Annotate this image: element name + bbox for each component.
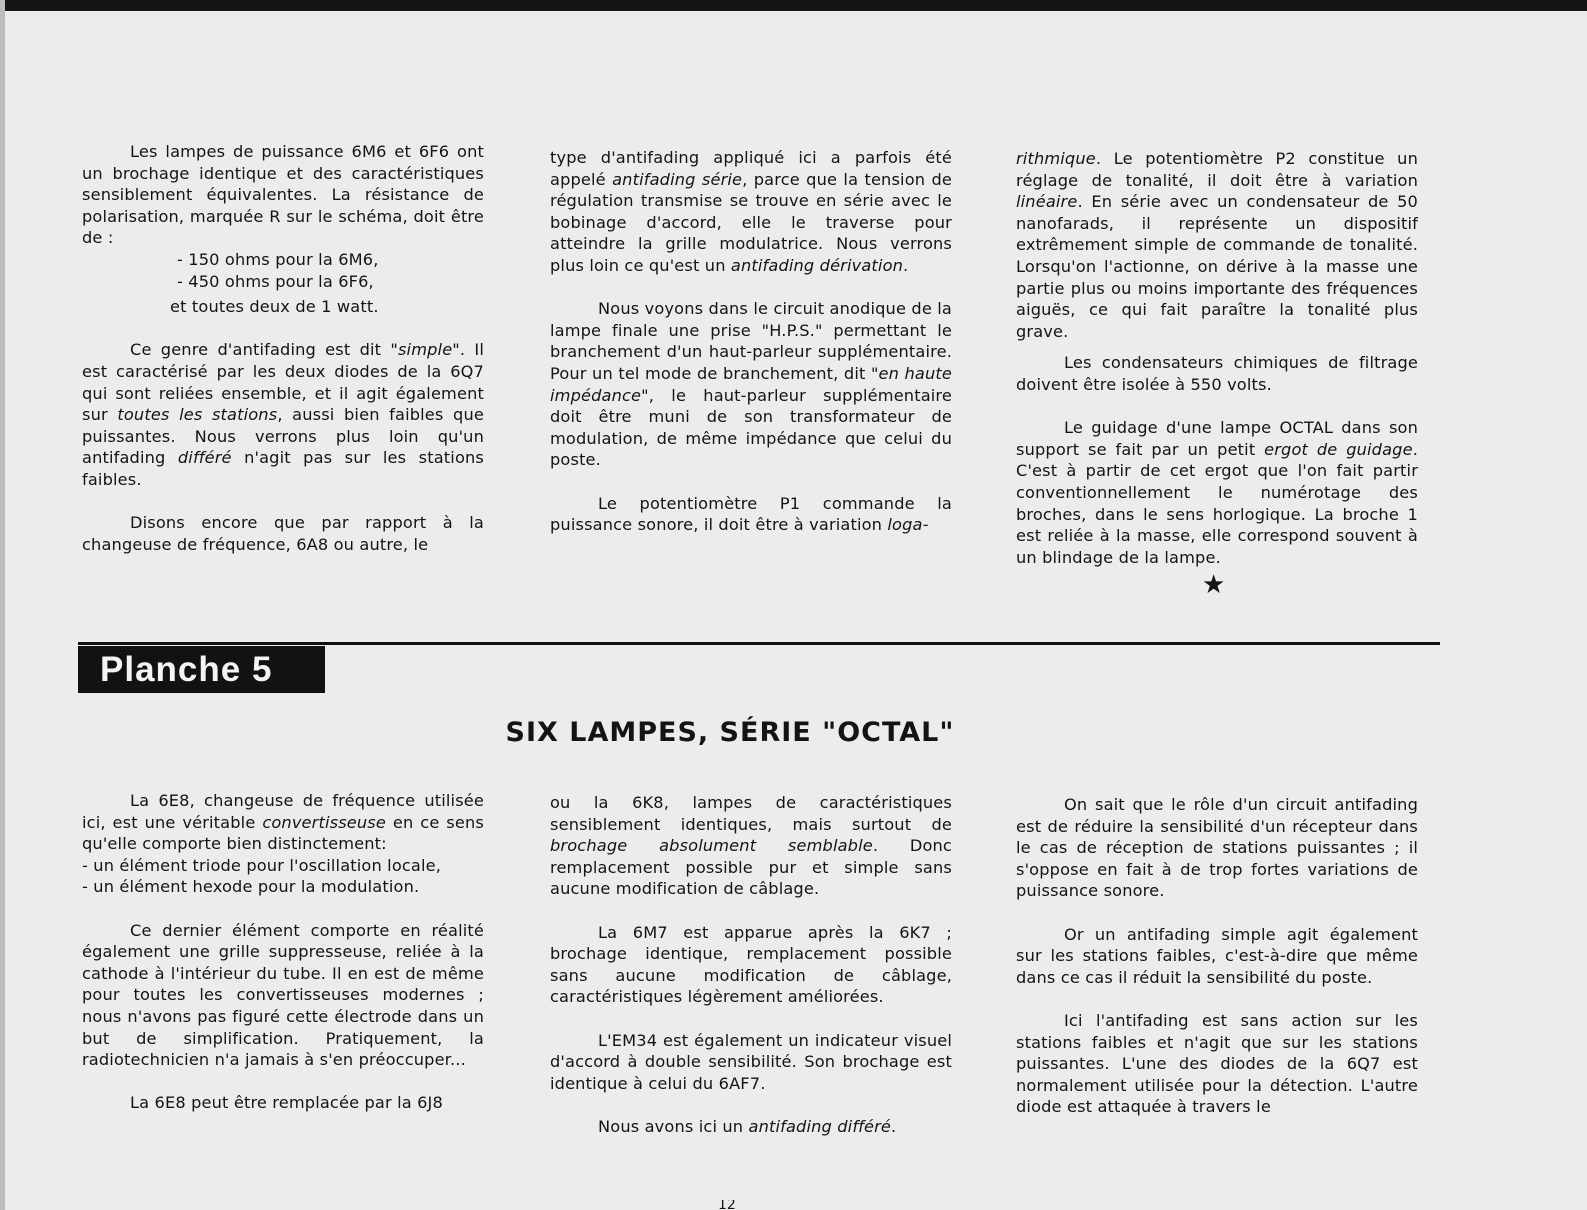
- text-run: Le guidage d'une lampe OCTAL dans son support se fait par un petit: [1016, 418, 1418, 459]
- emphasis: "en haute impédance": [550, 363, 952, 405]
- text-run: n'agit pas sur les stations faibles.: [82, 448, 484, 489]
- text-run: . Il est caractérisé par les deux diodes de la 6Q7 qui sont reliées ensemble, et il agit également sur: [82, 340, 484, 425]
- paragraph: [1016, 417, 1418, 568]
- paragraph: [1016, 148, 1418, 342]
- paragraph: Ici l'antifading est sans action sur les stations faibles et n'agit que sur les stations puissantes. L'une des diodes de la 6Q7 est normalement utilisée pour la détection. L'autre diode est attaquée à travers le: [1016, 1010, 1418, 1117]
- paragraph: La 6E8 peut être remplacée par la 6J8: [130, 1093, 443, 1113]
- text-run: Le potentiomètre P1 commande la puissance sonore, il doit être à variation: [550, 493, 952, 535]
- text-run: type d'antifading appliqué ici a parfois été appelé: [550, 148, 952, 189]
- paragraph: [82, 339, 484, 490]
- emphasis: antifading différé: [748, 1116, 892, 1136]
- list-item: - 150 ohms pour la 6M6,: [177, 249, 379, 269]
- section-rule: [78, 642, 1440, 645]
- emphasis: antifading dérivation: [730, 255, 904, 275]
- paragraph: La 6M7 est apparue après la 6K7 ; brochage identique, remplacement possible sans aucune modification de câblage, caractéristiques légèrement améliorées.: [550, 922, 952, 1007]
- top-left-column: [82, 141, 484, 555]
- text-run: . En série avec un condensateur de 50 nanofarads, il représente un dispositif extrêmement simple de commande de tonalité. Lorsqu'on l'actionne, on dérive à la masse une partie plus ou moins importante des fréquences aiguës, ce qui fait paraître la tonalité plus grave.: [1016, 192, 1418, 341]
- text-run: Ce genre d'antifading est dit: [130, 340, 391, 360]
- text-run: La 6E8, changeuse de fréquence utilisée ici, est une véritable: [82, 791, 484, 832]
- emphasis: ergot de guidage: [1264, 439, 1413, 459]
- planche-label: Planche 5: [78, 646, 325, 693]
- top-middle-column: [550, 147, 952, 536]
- paragraph: [550, 493, 952, 536]
- bottom-right-column: [1016, 794, 1418, 1118]
- text-run: .: [903, 255, 909, 275]
- paragraph: Les lampes de puissance 6M6 et 6F6 ont un brochage identique et des caractéristiques sensiblement équivalentes. La résistance de polarisation, marquée R sur le schéma, doit être de :: [82, 142, 484, 248]
- text-run: , le haut-parleur supplémentaire doit être muni de son transformateur de modulation, de même impédance que celui du poste.: [550, 385, 952, 470]
- bottom-middle-column: [550, 792, 952, 1138]
- scan-top-band: [0, 0, 1587, 11]
- emphasis: loga-: [887, 515, 929, 535]
- emphasis: toutes les stations: [117, 405, 278, 425]
- list-item: - un élément triode pour l'oscillation locale,: [82, 855, 442, 875]
- list-item: - 450 ohms pour la 6F6,: [177, 271, 374, 291]
- paragraph: [550, 1116, 952, 1138]
- text-run: Nous avons ici un: [598, 1116, 749, 1136]
- list-conclusion: et toutes deux de 1 watt.: [170, 297, 379, 317]
- text-run: . Donc remplacement possible pur et simple sans aucune modification de câblage.: [550, 836, 952, 899]
- emphasis: convertisseuse: [262, 812, 386, 832]
- paragraph: Les condensateurs chimiques de filtrage doivent être isolée à 550 volts.: [1016, 353, 1418, 394]
- text-run: en ce sens qu'elle comporte bien distinctement:: [82, 812, 484, 854]
- emphasis: antifading série: [612, 169, 743, 189]
- text-run: . Le potentiomètre P2 constitue un réglage de tonalité, il doit être à variation: [1016, 149, 1418, 190]
- emphasis: différé: [177, 448, 232, 468]
- list-item: - un élément hexode pour la modulation.: [82, 877, 420, 897]
- text-run: ou la 6K8, lampes de caractéristiques sensiblement identiques, mais surtout de: [550, 793, 952, 834]
- paragraph: Disons encore que par rapport à la changeuse de fréquence, 6A8 ou autre, le: [82, 513, 484, 554]
- text-run: . C'est à partir de cet ergot que l'on fait partir conventionnellement le numérotage des broches, dans le sens horlogique. La broche 1 est reliée à la masse, elle correspond souvent à un blindage de la lampe.: [1016, 439, 1418, 567]
- emphasis: linéaire: [1016, 192, 1078, 212]
- paragraph: Ce dernier élément comporte en réalité également une grille suppresseuse, reliée à la cathode à l'intérieur du tube. Il en est de même pour toutes les convertisseuses modernes ; nous n'avons pas figuré cette électrode dans un but de simplification. Pratiquement, la radiotechnicien n'a jamais à s'en préoccuper...: [82, 920, 484, 1070]
- star-icon: ★: [1202, 570, 1226, 600]
- text-run: , parce que la tension de régulation transmise se trouve en série avec le bobinage d'accord, elle le traverse pour atteindre la grille modulatrice. Nous verrons plus loin ce qu'est un: [550, 169, 953, 275]
- resistance-list: [177, 249, 484, 292]
- page-number: 12: [718, 1200, 736, 1210]
- paragraph: [550, 792, 952, 900]
- text-run: .: [891, 1116, 897, 1136]
- text-run: Nous voyons dans le circuit anodique de la lampe finale une prise "H.P.S." permettant le branchement d'un haut-parleur supplémentaire. Pour un tel mode de branchement, dit: [550, 299, 952, 383]
- section-title: SIX LAMPES, SÉRIE "OCTAL": [505, 717, 955, 748]
- paragraph: On sait que le rôle d'un circuit antifading est de réduire la sensibilité d'un récepteur dans le cas de réception de stations puissantes ; il s'oppose en fait à de trop fortes variations de puissance sonore.: [1016, 795, 1418, 901]
- paragraph: [82, 790, 484, 855]
- emphasis: rithmique: [1016, 149, 1096, 168]
- paragraph: [550, 147, 952, 277]
- emphasis: brochage absolument semblable: [550, 836, 873, 856]
- scan-left-edge: [0, 0, 5, 1210]
- paragraph: Or un antifading simple agit également sur les stations faibles, c'est-à-dire que même dans ce cas il réduit la sensibilité du poste.: [1016, 924, 1418, 987]
- paragraph: [550, 298, 952, 471]
- top-right-column: [1016, 148, 1418, 568]
- bottom-left-column: [82, 790, 484, 1114]
- emphasis: "simple": [390, 340, 460, 360]
- paragraph: L'EM34 est également un indicateur visuel d'accord à double sensibilité. Son brochage est identique à celui du 6AF7.: [550, 1030, 952, 1093]
- text-run: , aussi bien faibles que puissantes. Nous verrons plus loin qu'un antifading: [82, 405, 484, 468]
